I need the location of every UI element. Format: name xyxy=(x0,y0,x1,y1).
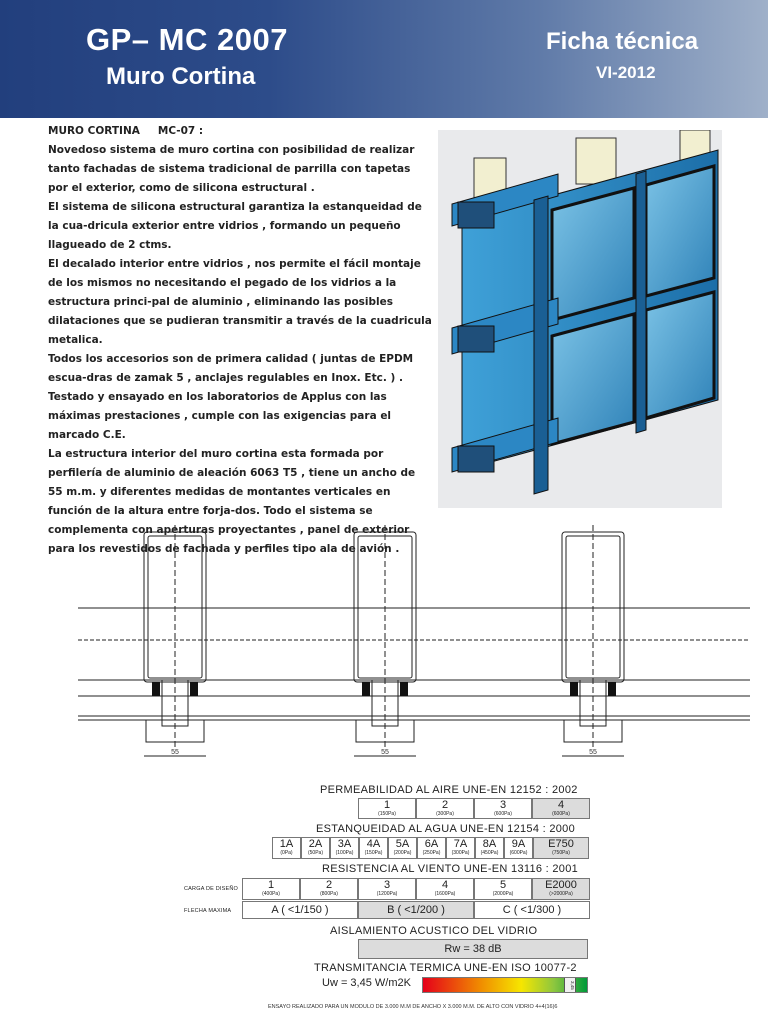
wind-class-cell: 1 (400Pa) xyxy=(242,878,300,900)
deflection-cell: C ( <1/300 ) xyxy=(474,901,590,919)
water-class-cell: 4A (150Pa) xyxy=(359,837,388,859)
wind-class-cell-selected: E2000 (>2000Pa) xyxy=(532,878,590,900)
description-title: MURO CORTINA xyxy=(48,125,140,137)
thermal-marker: 3,45 xyxy=(564,978,576,992)
performance-table xyxy=(0,780,768,1024)
test-footnote: ENSAYO REALIZADO PARA UN MODULO DE 3.000 M.M DE ANCHO X 3.000 M.M. DE ALTO CON VIDRIO 4+4(16)6 xyxy=(268,1004,558,1010)
water-class-cell: 3A (100Pa) xyxy=(330,837,359,859)
water-class-cell: 8A (450Pa) xyxy=(475,837,504,859)
water-class-cell: 2A (50Pa) xyxy=(301,837,330,859)
sheet-date: VI-2012 xyxy=(596,63,656,82)
water-tightness-classes xyxy=(272,837,589,859)
deflection-cell: A ( <1/150 ) xyxy=(242,901,358,919)
acoustic-value: Rw = 38 dB xyxy=(358,939,588,959)
water-class-cell: 5A (200Pa) xyxy=(388,837,417,859)
header-band xyxy=(0,0,768,118)
air-class-cell-selected: 4 (600Pa) xyxy=(532,798,590,819)
description-paragraph: La estructura interior del muro cortina esta formada por perfilería de aluminio de aleación 6063 T5 , tiene un ancho de 55 m.m. y diferentes medidas de montantes verticales en función de la altura entre forja-dos. Todo el sistema se complementa con aperturas proyectantes , panel de exterior para los revestidos de fachada y perfiles tipo ala de avión . xyxy=(48,448,416,555)
wind-class-cell: 2 (800Pa) xyxy=(300,878,358,900)
design-load-label: CARGA DE DISEÑO xyxy=(184,886,239,892)
description xyxy=(48,122,432,559)
dimension-label: 55 xyxy=(589,749,597,756)
description-paragraph: Todos los accesorios son de primera calidad ( juntas de EPDM escua-dras de zamak 5 , anclajes regulables en Inox. Etc. ) . xyxy=(48,353,414,384)
curtain-wall-render xyxy=(438,130,722,508)
deflection-cell-selected: B ( <1/200 ) xyxy=(358,901,474,919)
air-class-cell: 2 (300Pa) xyxy=(416,798,474,819)
wind-class-cell: 3 (1200Pa) xyxy=(358,878,416,900)
profile-sections-drawing xyxy=(60,520,760,772)
air-class-cell: 1 (150Pa) xyxy=(358,798,416,819)
product-title: GP– MC 2007 xyxy=(86,22,288,57)
description-paragraph: El decalado interior entre vidrios , nos permite el fácil montaje de los mismos no necesitando el pegado de los vidrios a la estructura princi-pal de aluminio , eliminando las posibles dilataciones que se pudieran transmitir a través de la cuadricula metalica. xyxy=(48,258,432,346)
dimension-label: 55 xyxy=(171,749,179,756)
thermal-scale-bar xyxy=(422,977,588,993)
air-permeability-classes xyxy=(358,798,590,819)
water-class-cell: 6A (250Pa) xyxy=(417,837,446,859)
air-class-cell: 3 (600Pa) xyxy=(474,798,532,819)
dimension-label: 55 xyxy=(381,749,389,756)
water-class-cell: 7A (300Pa) xyxy=(446,837,475,859)
thermal-transmittance-title: TRANSMITANCIA TERMICA UNE-EN ISO 10077-2 xyxy=(314,962,577,974)
wind-load-classes xyxy=(242,878,590,900)
description-paragraph: Testado y ensayado en los laboratorios de Applus con las máximas prestaciones , cumple con las exigencias para el marcado C.E. xyxy=(48,391,392,441)
description-paragraph: El sistema de silicona estructural garantiza la estanqueidad de la cua-dricula exterior entre vidrios , formando un pequeño llagueado de 2 ctms. xyxy=(48,201,422,251)
wind-class-cell: 5 (2000Pa) xyxy=(474,878,532,900)
acoustic-insulation-title: AISLAMIENTO ACUSTICO DEL VIDRIO xyxy=(330,925,538,937)
water-class-cell: 1A (0Pa) xyxy=(272,837,301,859)
sheet-label: Ficha técnica xyxy=(546,28,699,55)
water-class-cell: 9A (600Pa) xyxy=(504,837,533,859)
description-paragraph: Novedoso sistema de muro cortina con posibilidad de realizar tanto fachadas de sistema tradicional de parrilla con tapetas por el exterior, como de silicona estructural . xyxy=(48,144,415,194)
max-deflection-label: FLECHA MAXIMA xyxy=(184,908,232,914)
wind-class-cell: 4 (1600Pa) xyxy=(416,878,474,900)
wind-resistance-title: RESISTENCIA AL VIENTO UNE-EN 13116 : 2001 xyxy=(322,863,579,875)
product-subtitle: Muro Cortina xyxy=(106,63,256,90)
water-class-cell-selected: E750 (750Pa) xyxy=(533,837,589,859)
water-tightness-title: ESTANQUEIDAD AL AGUA UNE-EN 12154 : 2000 xyxy=(316,823,575,835)
description-heading xyxy=(48,122,432,141)
thermal-value: Uw = 3,45 W/m2K xyxy=(322,977,411,989)
description-code: MC-07 : xyxy=(157,125,204,137)
deflection-classes xyxy=(242,901,590,919)
air-permeability-title: PERMEABILIDAD AL AIRE UNE-EN 12152 : 2002 xyxy=(320,784,578,796)
